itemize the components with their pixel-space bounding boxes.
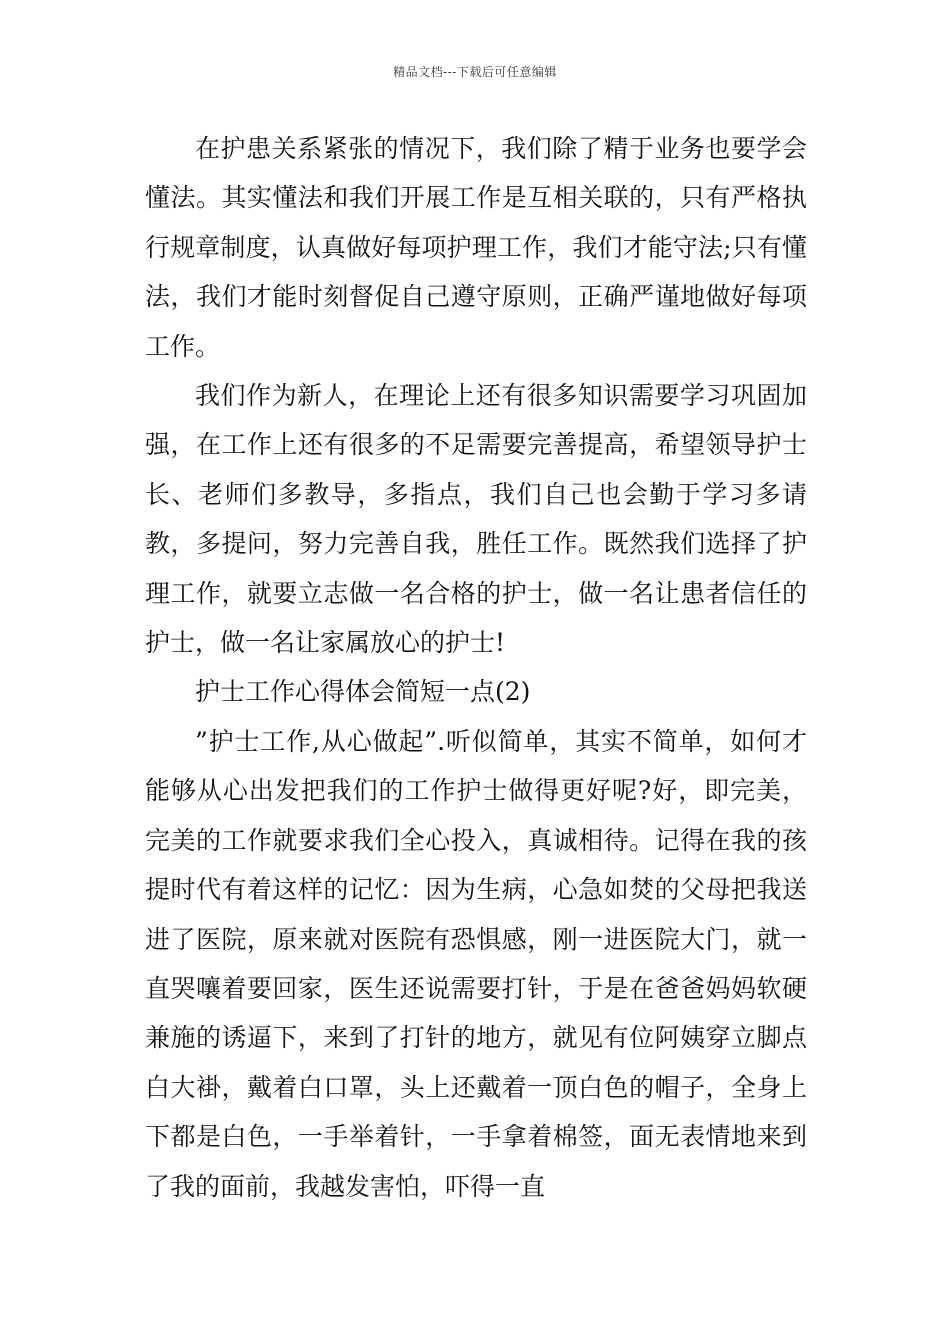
document-body [145, 124, 807, 1211]
paragraph-from-heart: ”护士工作,从心做起”.听似简单，其实不简单，如何才能够从心出发把我们的工作护士做得更好呢?好，即完美，完美的工作就要求我们全心投入，真诚相待。记得在我的孩提时代有着这样的记忆：因为生病，心急如焚的父母把我送进了医院，原来就对医院有恐惧感，刚一进医院大门，就一直哭嚷着要回家，医生还说需要打针，于是在爸爸妈妈软硬兼施的诱逼下，来到了打针的地方，就见有位阿姨穿立脚点白大褂，戴着白口罩，头上还戴着一顶白色的帽子，全身上下都是白色，一手举着针，一手拿着棉签，面无表情地来到了我的面前，我越发害怕，吓得一直 [145, 726, 807, 1201]
page-header: 精品文档---下载后可任意编辑 [393, 65, 557, 79]
section-heading: 护士工作心得体会简短一点(2) [195, 677, 531, 707]
paragraph-newcomer: 我们作为新人，在理论上还有很多知识需要学习巩固加强，在工作上还有很多的不足需要完善提高，希望领导护士长、老师们多教导，多指点，我们自己也会勤于学习多请教，多提问，努力完善自我，胜任工作。既然我们选择了护理工作，就要立志做一名合格的护士，做一名让患者信任的护士，做一名让家属放心的护士! [145, 381, 807, 658]
paragraph-law: 在护患关系紧张的情况下，我们除了精于业务也要学会懂法。其实懂法和我们开展工作是互相关联的，只有严格执行规章制度，认真做好每项护理工作，我们才能守法;只有懂法，我们才能时刻督促自己遵守原则，正确严谨地做好每项工作。 [145, 134, 807, 361]
